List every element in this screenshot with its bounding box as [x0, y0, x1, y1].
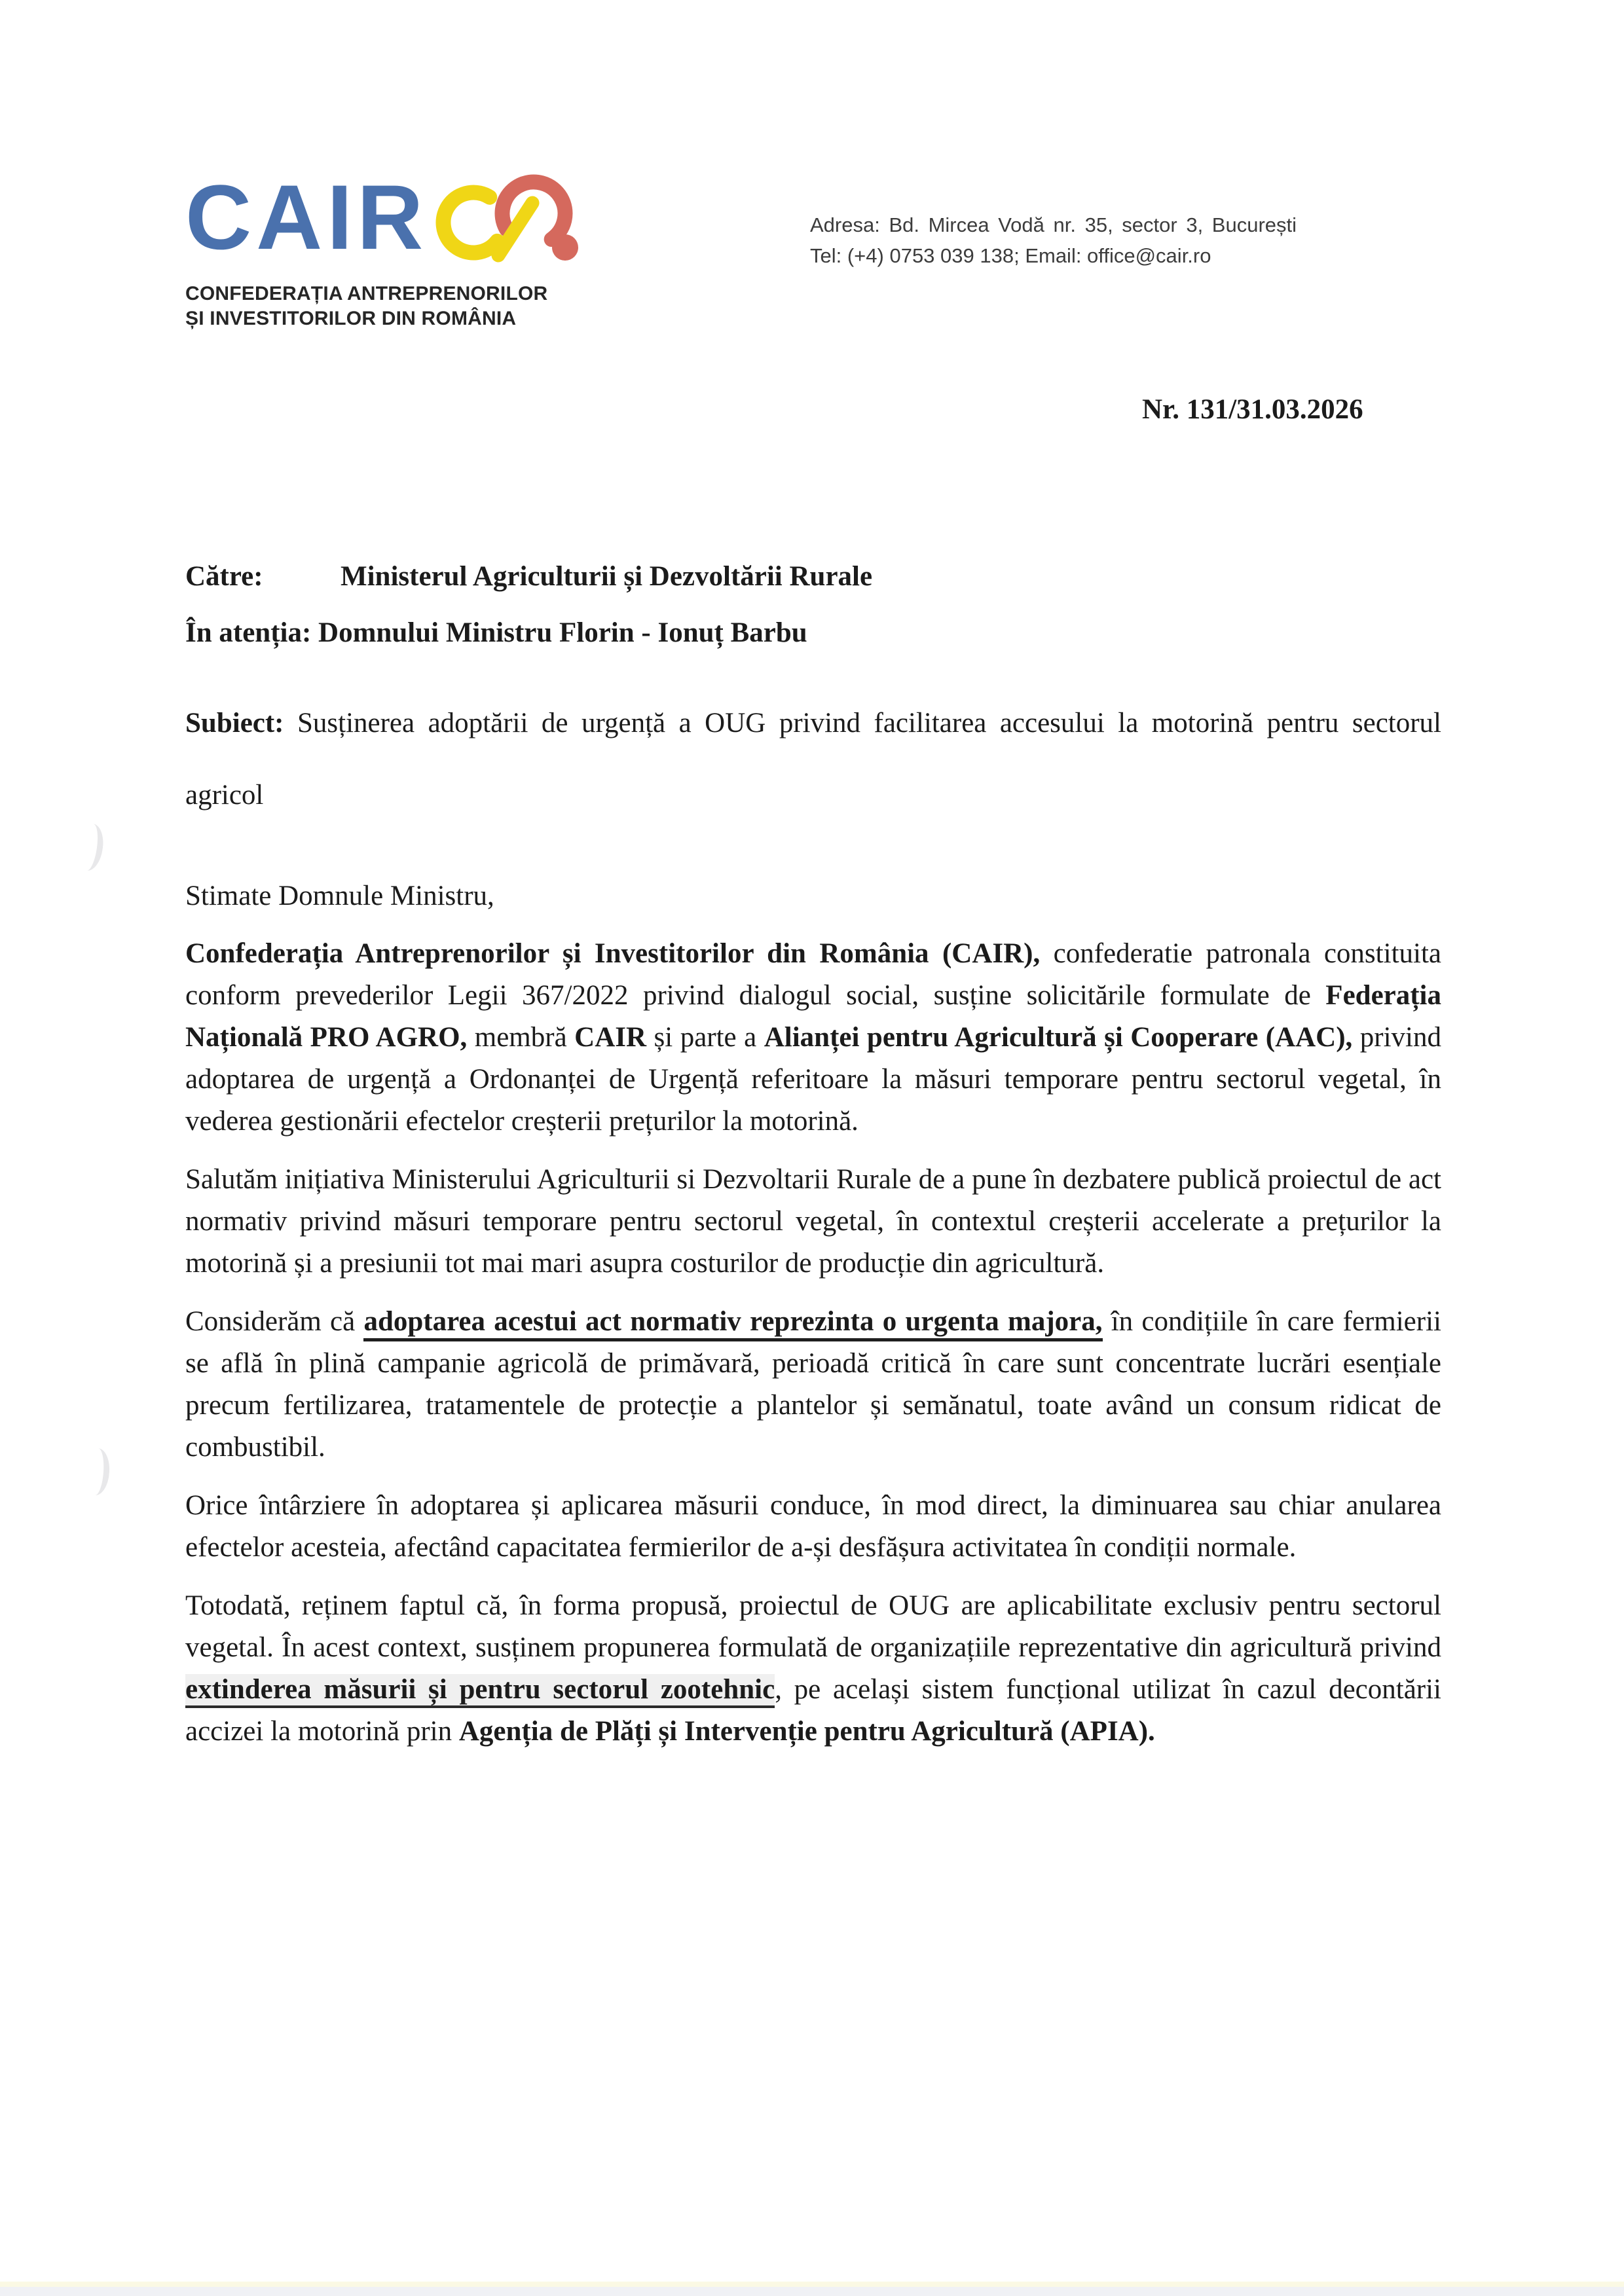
scan-artifact-band [0, 2287, 1624, 2296]
text-run: , pe același sistem funcțional utilizat în cazul decontării accizei la motorină prin [185, 1674, 1442, 1747]
subject-block [185, 687, 1441, 831]
reference-number: Nr. 131/31.03.2026 [1142, 394, 1363, 425]
body-paragraph-2 [185, 1159, 1441, 1285]
tel-email-line: Tel: (+4) 0753 039 138; Email: office@cair.ro [810, 244, 1211, 267]
recipient-to-line [185, 549, 1441, 605]
bold-run: Agenția de Plăți și Intervenție pentru Agricultură (APIA). [458, 1716, 1155, 1747]
address-line: Adresa: Bd. Mircea Vodă nr. 35, sector 3, București [810, 213, 1297, 236]
text-run: Considerăm că [185, 1306, 364, 1337]
cair-link-icon [434, 170, 585, 275]
tagline-line-2: ȘI INVESTITORILOR DIN ROMÂNIA [185, 308, 517, 329]
body-paragraph-5 [185, 1585, 1441, 1753]
recipient-block [185, 549, 1441, 661]
text-run: membră [467, 1022, 575, 1053]
subject-label: Subiect: [185, 708, 284, 738]
body-paragraph-4 [185, 1485, 1441, 1569]
bold-run: Alianței pentru Agricultură și Cooperare (AAC), [764, 1022, 1353, 1053]
text-run: în condițiile în care fermierii se află în plină campanie agricolă de primăvară, perioadă critică în care sunt concentrate lucrări esențiale precum fertilizarea, tratamentele de protecție a plantelor și semănatul, toate având un consum ridicat de combustibil. [185, 1306, 1441, 1463]
scan-artifact-mark [74, 822, 106, 873]
scan-artifact-band [0, 2282, 1624, 2287]
body-paragraph-3 [185, 1301, 1441, 1468]
underlined-bold-run: adoptarea acestui act normativ reprezinta o urgenta majora, [363, 1306, 1102, 1341]
body-paragraph-1 [185, 933, 1441, 1142]
text-run: Orice întârziere în adoptarea și aplicarea măsurii conduce, în mod direct, la diminuarea sau chiar anularea efectelor acesteia, afectând capacitatea fermierilor de a-și desfășura activitatea în condiții normale. [185, 1490, 1441, 1563]
to-label: Către: [185, 561, 263, 592]
bold-run: CAIR [574, 1022, 647, 1053]
recipient-attention-line: În atenția: Domnului Ministru Florin - Ionuț Barbu [185, 617, 807, 648]
subject-text: Susținerea adoptării de urgență a OUG privind facilitarea accesului la motorină pentru sectorul agricol [185, 708, 1441, 811]
recipient-name: Ministerul Agriculturii și Dezvoltării Rurale [341, 561, 873, 592]
text-run: privind adoptarea de urgență a Ordonanței de Urgență referitoare la măsuri temporare pentru sectorul vegetal, în vederea gestionării efectelor creșterii prețurilor la motorină. [185, 1022, 1442, 1137]
cair-logo-tagline [185, 282, 585, 331]
bold-run: Confederația Antreprenorilor și Investitorilor din România (CAIR), [185, 938, 1041, 969]
text-run: Salutăm inițiativa Ministerului Agriculturii si Dezvoltarii Rurale de a pune în dezbatere publică proiectul de act normativ privind măsuri temporare pentru sectorul vegetal, în contextul creșterii accelerate a prețurilor la motorină și a presiunii tot mai mari asupra costurilor de producție din agricultură. [185, 1164, 1441, 1279]
salutation: Stimate Domnule Ministru, [185, 881, 494, 911]
cair-logo-wordmark: CAIR [185, 166, 428, 268]
tagline-line-1: CONFEDERAȚIA ANTREPRENORILOR [185, 283, 548, 304]
underlined-bold-run: extinderea măsurii și pentru sectorul zootehnic [185, 1674, 775, 1708]
text-run: Totodată, reținem faptul că, în forma propusă, proiectul de OUG are aplicabilitate exclusiv pentru sectorul vegetal. În acest context, susținem propunerea formulată de organizațiile reprezentative din agricultură privind [185, 1590, 1441, 1663]
letter-body [185, 933, 1441, 1769]
bold-run: Federația Națională PRO AGRO, [185, 980, 1441, 1053]
cair-logo [185, 166, 585, 331]
contact-info [810, 210, 1297, 271]
text-run: confederatie patronala constituita conform prevederilor Legii 367/2022 privind dialogul social, susține solicitările formulate de [185, 938, 1441, 1011]
scan-artifact-mark [83, 1448, 111, 1497]
text-run: și parte a [646, 1022, 764, 1053]
